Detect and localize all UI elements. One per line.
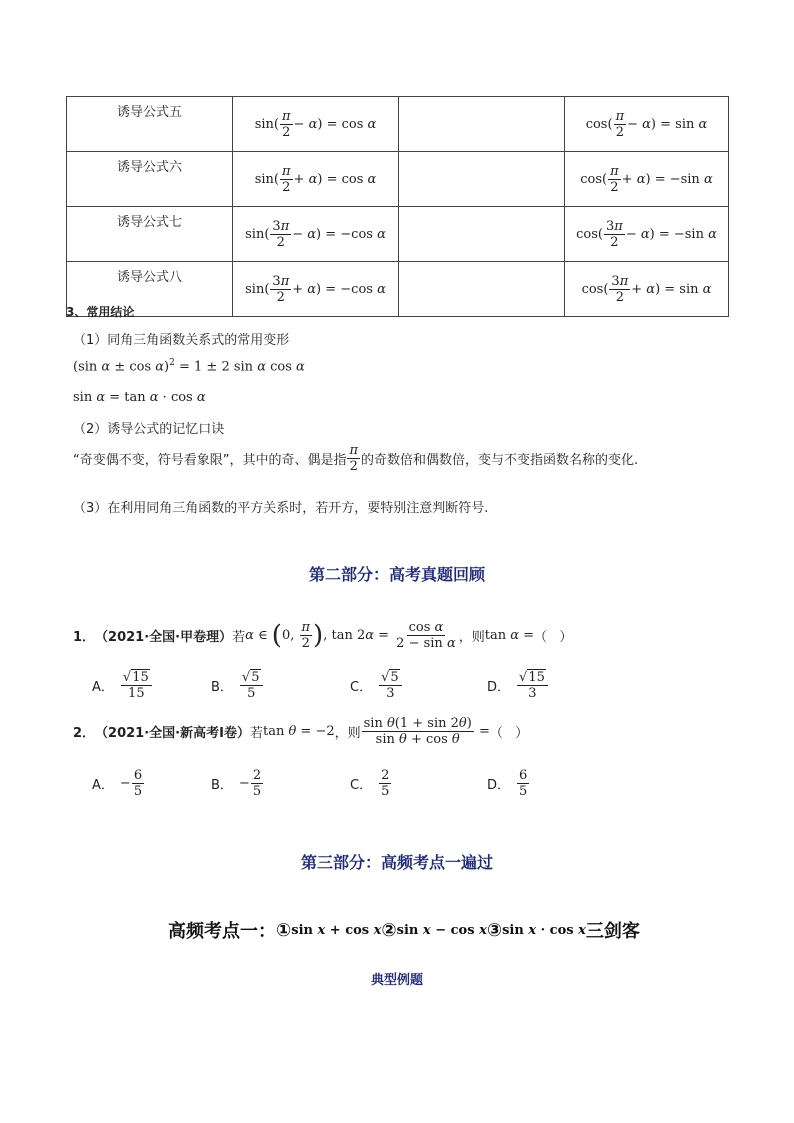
table-row <box>67 97 729 152</box>
formula-sin: sin( $\frac{\pi}{2}$ − α) = cos α <box>233 97 399 152</box>
formula-name: 诱导公式五 <box>67 97 233 152</box>
expression-product: sin x · cos x <box>502 922 586 938</box>
formula-name: 诱导公式八 <box>67 262 233 317</box>
question-number: 1． <box>73 630 96 645</box>
formula-cos: cos( $\frac{3\pi}{2}$ + α) = sin α <box>565 262 729 317</box>
formula-cos: cos( $\frac{\pi}{2}$ + α) = −sin α <box>565 152 729 207</box>
table-row <box>67 152 729 207</box>
conclusion-item-1: （1）同角三角函数关系式的常用变形 <box>73 333 290 348</box>
question-source: （2021·全国·新高考Ⅰ卷） <box>95 726 250 741</box>
part2-title: 第二部分：高考真题回顾 <box>308 565 485 584</box>
formula-sin: sin( $\frac{3\pi}{2}$ + α) = −cos α <box>233 262 399 317</box>
option-c[interactable]: C． $\frac{√5}{3}$ <box>350 670 403 701</box>
formula-name: 诱导公式六 <box>67 152 233 207</box>
option-a[interactable]: A． − $\frac{6}{5}$ <box>92 768 143 799</box>
option-a[interactable]: A． $\frac{√15}{15}$ <box>92 670 153 701</box>
mnemonic-text-before: “奇变偶不变，符号看象限”，其中的奇、偶是指 <box>73 453 347 468</box>
conclusions-heading: 3、常用结论 <box>66 305 135 319</box>
expression-difference: sin x − cos x <box>396 922 487 938</box>
mnemonic-line <box>73 443 638 474</box>
option-b[interactable]: B． $\frac{√5}{5}$ <box>211 670 264 701</box>
question-1: 1． （2021·全国·甲卷理） 若 α ∈ (0, $\frac{\pi}{2}$ ), tan 2α = $\frac{\text{cos α}}{\text{2 − sin α}}$ ，则 tan α = （ ） <box>73 620 573 651</box>
formula-sin: sin( $\frac{\pi}{2}$ + α) = cos α <box>233 152 399 207</box>
expression-sum: sin x + cos x <box>291 922 382 938</box>
table-row <box>67 207 729 262</box>
mnemonic-text-after: 的奇数倍和偶数倍，变与不变指函数名称的变化. <box>361 453 639 468</box>
part3-title: 第三部分：高频考点一遍过 <box>300 853 493 872</box>
formula-cos: cos( $\frac{\pi}{2}$ − α) = sin α <box>565 97 729 152</box>
equation-square-identity: (sin α ± cos α)$^2$ = 1 ± 2 sin α cos α <box>73 358 305 375</box>
table-row <box>67 262 729 317</box>
formula-cos: cos( $\frac{3\pi}{2}$ − α) = −sin α <box>565 207 729 262</box>
equation-tan-identity: sin α = tan α · cos α <box>73 390 206 405</box>
question-2: 2． （2021·全国·新高考Ⅰ卷） 若 tan θ = −2 ，则 $\frac{\text{sin θ(1 + sin 2θ)}}{\text{sin θ + cos θ}}$ = （ ） <box>73 716 529 747</box>
high-frequency-point-1: 高频考点一： ① sin x + cos x ② sin x − cos x ③ sin x · cos x 三剑客 <box>168 919 640 942</box>
conclusion-item-3: （3）在利用同角三角函数的平方关系时，若开方，要特别注意判断符号. <box>73 501 489 516</box>
option-d[interactable]: D． $\frac{6}{5}$ <box>487 768 528 799</box>
question-number: 2． <box>73 726 96 741</box>
example-heading: 典型例题 <box>370 973 423 988</box>
formula-sin: sin( $\frac{3\pi}{2}$ − α) = −cos α <box>233 207 399 262</box>
option-c[interactable]: C． $\frac{2}{5}$ <box>350 768 390 799</box>
option-d[interactable]: D． $\frac{√15}{3}$ <box>487 670 549 701</box>
question-2-formula: $\frac{\text{sin θ(1 + sin 2θ)}}{\text{sin θ + cos θ}}$ = <box>363 716 490 747</box>
formula-name: 诱导公式七 <box>67 207 233 262</box>
conclusion-item-2: （2）诱导公式的记忆口诀 <box>73 422 225 437</box>
question-1-formula: α ∈ (0, $\frac{\pi}{2}$ ), tan 2α = $\frac{\text{cos α}}{\text{2 − sin α}}$ <box>245 620 456 651</box>
option-b[interactable]: B． − $\frac{2}{5}$ <box>211 768 262 799</box>
induction-formula-table <box>66 96 729 317</box>
question-source: （2021·全国·甲卷理） <box>95 630 233 645</box>
mnemonic-fraction: $\frac{\pi}{2}$ <box>349 443 359 474</box>
